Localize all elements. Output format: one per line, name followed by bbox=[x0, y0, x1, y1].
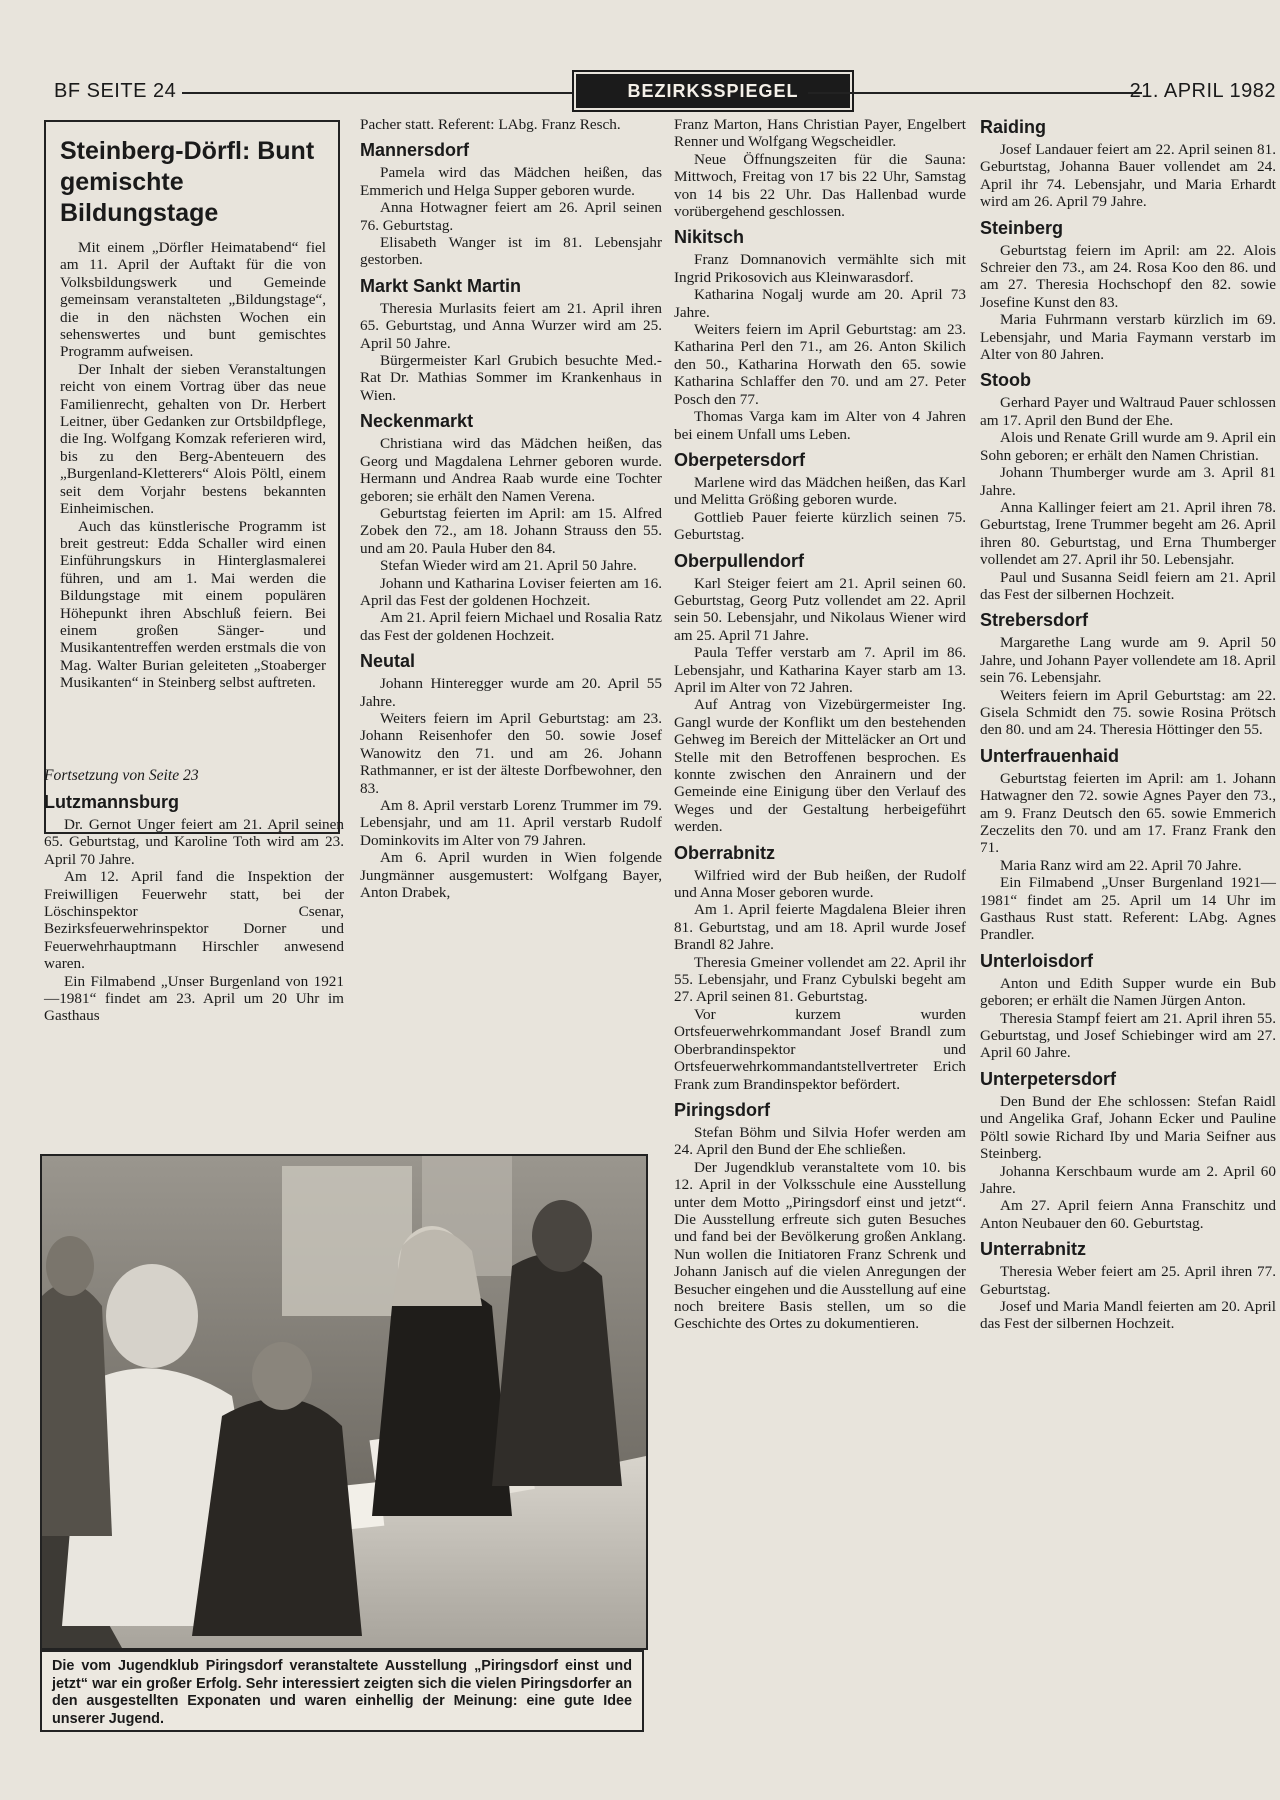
news-paragraph: Stefan Wieder wird am 21. April 50 Jahre. bbox=[380, 557, 637, 575]
news-paragraph: Johann und Katharina Loviser feierten am 16. April das Fest der goldenen Hochzeit. bbox=[360, 574, 662, 609]
column-2 bbox=[360, 116, 662, 901]
section-heading: Unterloisdorf bbox=[980, 950, 1094, 971]
column-4 bbox=[980, 116, 1276, 1333]
section-heading: Lutzmannsburg bbox=[44, 792, 179, 812]
news-paragraph: Maria Fuhrmann verstarb kürzlich im 69. Lebensjahr, und Maria Faymann verstarb im Alter von 80 Jahren. bbox=[980, 311, 1276, 364]
news-paragraph: Paula Teffer verstarb am 7. April im 86. Lebensjahr, und Katharina Kayer starb am 13. April im Alter von 72 Jahren. bbox=[674, 644, 966, 696]
news-paragraph: Anna Kallinger feiert am 21. April ihren 78. Geburtstag, Irene Trummer begeht am 26. April ihren 80. Geburtstag, und Erna Thumberger vollendet am 27. April ihr 50. Lebensjahr. bbox=[980, 498, 1276, 569]
news-paragraph: Alois und Renate Grill wurde am 9. April ein Sohn geboren; er erhält den Namen Christian. bbox=[980, 429, 1276, 464]
news-paragraph: Der Jugendklub veranstaltete vom 10. bis 12. April in der Volksschule eine Ausstellung unter dem Motto „Piringsdorf einst und jetzt“. Die Ausstellung erfreute sich guten Besuches und fand bei der Bevölkerung großen Anklang. Nun wollen die Initiatoren Franz Schrenk und Johann Janisch auf die vielen Anregungen der Besucher eingehen und die Ausstellung auf eine noch breitere Basis stellen, um so die Geschichte des Ortes zu dokumentieren. bbox=[674, 1158, 966, 1333]
news-paragraph: Christiana wird das Mädchen heißen, das Georg und Magdalena Lehrner geboren wurde. Hermann und Andrea Raab wurde eine Tochter geboren; sie erhält den Namen Verena. bbox=[360, 435, 662, 505]
news-paragraph: Katharina Nogalj wurde am 20. April 73 Jahre. bbox=[674, 286, 966, 321]
photo-caption: Die vom Jugendklub Piringsdorf veranstaltete Ausstellung „Piringsdorf einst und jetzt“ war ein großer Erfolg. Sehr interessiert zeigten sich die vielen Piringsdorfer an den ausgestellten Exponaten und waren einhellig der Meinung: eine gute Idee unserer Jugend. bbox=[40, 1650, 644, 1732]
column-3 bbox=[674, 116, 966, 1333]
section-heading: Stoob bbox=[980, 370, 1031, 391]
news-paragraph: Anna Hotwagner feiert am 26. April seinen 76. Geburtstag. bbox=[360, 199, 662, 234]
news-paragraph: Josef und Maria Mandl feierten am 20. April das Fest der silbernen Hochzeit. bbox=[980, 1297, 1276, 1333]
section-heading: Unterfrauenhaid bbox=[980, 745, 1120, 766]
continued-paragraph: Pacher statt. Referent: LAbg. Franz Resch. bbox=[360, 116, 621, 133]
news-paragraph: Margarethe Lang wurde am 9. April 50 Jahre, und Johann Payer vollendete am 18. April sein 76. Lebensjahr. bbox=[980, 634, 1276, 687]
news-paragraph: Den Bund der Ehe schlossen: Stefan Raidl und Angelika Graf, Johann Ecker und Pauline Pöltl sowie Richard Iby und Maria Seifner aus Steinberg. bbox=[980, 1092, 1276, 1163]
section-heading: Nikitsch bbox=[674, 227, 745, 248]
news-paragraph: Am 21. April feiern Michael und Rosalia Ratz das Fest der goldenen Hochzeit. bbox=[360, 609, 662, 644]
news-paragraph: Theresia Stampf feiert am 21. April ihren 55. Geburtstag, und Josef Schiebinger wird am 27. April 60 Jahre. bbox=[980, 1009, 1276, 1062]
news-paragraph: Geburtstag feierten im April: am 1. Johann Hatwagner den 72. sowie Agnes Payer den 73., am 9. Franz Deutsch den 65. sowie Emmerich Zeczelits den 70. und am 17. Franz Frank den 71. bbox=[980, 769, 1276, 857]
section-heading: Unterrabnitz bbox=[980, 1239, 1087, 1260]
header-rule-left bbox=[182, 92, 572, 94]
news-paragraph: Am 1. April feierte Magdalena Bleier ihren 81. Geburtstag, und am 18. April wurde Josef Brandl 82 Jahre. bbox=[674, 901, 966, 954]
news-paragraph: Gottlieb Pauer feierte kürzlich seinen 75. Geburtstag. bbox=[674, 508, 966, 544]
news-paragraph: Auf Antrag von Vizebürgermeister Ing. Gangl wurde der Konflikt um den bestehenden Gehweg im Bereich der Mitteläcker an Ort und Stelle mit den Betroffenen besprochen. Es konnte zwischen den Anrainern und der Gemeinde eine Einigung über den Verlauf des Weges und der Gestaltung herbeigeführt werden. bbox=[674, 696, 966, 836]
section-heading: Steinberg bbox=[980, 217, 1064, 238]
section-heading: Piringsdorf bbox=[674, 1099, 771, 1120]
section-heading: Unterpetersdorf bbox=[980, 1068, 1117, 1089]
news-paragraph: Theresia Murlasits feiert am 21. April ihren 65. Geburtstag, und Anna Wurzer wird am 25. April 50 Jahre. bbox=[360, 299, 662, 352]
news-paragraph: Elisabeth Wanger ist im 81. Lebensjahr gestorben. bbox=[360, 234, 662, 269]
boxed-article-paragraph: Mit einem „Dörfler Heimatabend“ fiel am 11. April der Auftakt für die von Volksbildungswerk und Gemeinde gemeinsam veranstalteten „Bildungstage“, die in den nächsten Wochen ein sehenswertes und bunt gemischtes Programm aufweisen. bbox=[60, 239, 326, 361]
page-header bbox=[38, 74, 1280, 108]
news-paragraph: Weiters feiern im April Geburtstag: am 22. Gisela Schmidt den 75. sowie Rosina Prötsch den 80. und am 24. Theresia Höttinger den 55. bbox=[980, 686, 1276, 739]
news-paragraph: Am 8. April verstarb Lorenz Trummer im 79. Lebensjahr, und am 11. April verstarb Rudolf Dominkovits im Alter von 79 Jahren. bbox=[360, 797, 662, 849]
news-paragraph: Am 6. April wurden in Wien folgende Jungmänner ausgemustert: Wolfgang Bayer, Anton Drabek, bbox=[360, 849, 662, 902]
boxed-article-title: Steinberg-Dörfl: Bunt gemischte Bildungstage bbox=[60, 137, 315, 227]
news-paragraph: Gerhard Payer und Waltraud Pauer schlossen am 17. April den Bund der Ehe. bbox=[980, 394, 1276, 429]
news-paragraph: Dr. Gernot Unger feiert am 21. April seinen 65. Geburtstag, und Karoline Toth wird am 23. April 70 Jahre. bbox=[44, 816, 344, 868]
section-heading: Markt Sankt Martin bbox=[360, 275, 522, 296]
section-heading: Neutal bbox=[360, 651, 416, 672]
news-paragraph: Paul und Susanna Seidl feiern am 21. April das Fest der silbernen Hochzeit. bbox=[980, 568, 1276, 603]
news-paragraph: Marlene wird das Mädchen heißen, das Karl und Melitta Größing geboren wurde. bbox=[674, 473, 966, 509]
news-paragraph: Pamela wird das Mädchen heißen, das Emmerich und Helga Supper geboren wurde. bbox=[360, 164, 662, 199]
news-paragraph: Theresia Weber feiert am 25. April ihren 77. Geburtstag. bbox=[980, 1263, 1276, 1298]
section-heading: Mannersdorf bbox=[360, 140, 470, 161]
news-paragraph: Johann Thumberger wurde am 3. April 81 Jahre. bbox=[980, 464, 1276, 499]
news-paragraph: Ein Filmabend „Unser Burgenland von 1921—1981“ findet am 23. April um 20 Uhr im Gasthaus bbox=[44, 972, 344, 1025]
section-title: BEZIRKSSPIEGEL bbox=[627, 81, 799, 101]
column-1 bbox=[44, 760, 344, 1025]
section-heading: Oberpetersdorf bbox=[674, 449, 806, 470]
continued-paragraph: Franz Marton, Hans Christian Payer, Engelbert Renner und Wolfgang Wegscheidler. bbox=[674, 116, 966, 151]
news-paragraph: Anton und Edith Supper wurde ein Bub geboren; er erhält die Namen Jürgen Anton. bbox=[980, 974, 1276, 1010]
news-paragraph: Karl Steiger feiert am 21. April seinen 60. Geburtstag, Georg Putz vollendet am 22. April sein 50. Lebensjahr, und Nikolaus Wiener wird am 25. April 71 Jahre. bbox=[674, 574, 966, 644]
section-heading: Strebersdorf bbox=[980, 610, 1089, 631]
news-paragraph: Thomas Varga kam im Alter von 4 Jahren bei einem Unfall ums Leben. bbox=[674, 408, 966, 443]
news-paragraph: Johann Hinteregger wurde am 20. April 55 Jahre. bbox=[360, 675, 662, 710]
news-paragraph: Bürgermeister Karl Grubich besuchte Med.-Rat Dr. Mathias Sommer im Krankenhaus in Wien. bbox=[360, 352, 662, 404]
section-heading: Oberpullendorf bbox=[674, 550, 804, 571]
section-heading: Neckenmarkt bbox=[360, 411, 474, 432]
photo-scene bbox=[42, 1156, 646, 1648]
news-paragraph: Ein Filmabend „Unser Burgenland 1921—1981“ findet am 25. April um 14 Uhr im Gasthaus Rust statt. Referent: LAbg. Agnes Prandler. bbox=[980, 874, 1276, 944]
news-paragraph: Wilfried wird der Bub heißen, der Rudolf und Anna Moser geboren wurde. bbox=[674, 866, 966, 902]
continuation-note: Fortsetzung von Seite 23 bbox=[44, 767, 199, 784]
boxed-article-paragraph: Auch das künstlerische Programm ist breit gestreut: Edda Schaller wird einen Einführungskurs in Hinterglasmalerei führen, und am 1. Mai werden die Bildungstage mit einem populären Höhepunkt ihren Abschluß feiern. Bei einem großen Sänger- und Musikantentreffen werden erstmals die von Mag. Walter Burian geleiteten „Stoaberger Musikanten“ in Steinberg selbst auftreten. bbox=[60, 517, 326, 692]
news-paragraph: Neue Öffnungszeiten für die Sauna: Mittwoch, Freitag von 17 bis 22 Uhr, Samstag von 14 bis 22 Uhr. Das Hallenbad wurde vorübergehend geschlossen. bbox=[674, 150, 966, 221]
section-heading: Raiding bbox=[980, 117, 1046, 137]
section-title-box bbox=[576, 74, 850, 108]
news-paragraph: Am 27. April feiern Anna Franschitz und Anton Neubauer den 60. Geburtstag. bbox=[980, 1197, 1276, 1232]
news-paragraph: Weiters feiern im April Geburtstag: am 23. Johann Reisenhofer den 50. sowie Josef Wanowitz den 71. und am 26. Johann Rathmanner, er ist der älteste Dorfbewohner, den 83. bbox=[360, 709, 662, 797]
issue-date: 21. APRIL 1982 bbox=[1129, 80, 1276, 102]
page-number: BF SEITE 24 bbox=[54, 80, 177, 102]
news-paragraph: Geburtstag feiern im April: am 22. Alois Schreier den 73., am 24. Rosa Koo den 86. und am 27. Theresia Hochschopf den 82. sowie Josefine Kunst den 83. bbox=[980, 241, 1276, 311]
news-paragraph: Weiters feiern im April Geburtstag: am 23. Katharina Perl den 71., am 26. Anton Skilich den 50., Katharina Horwath den 65. sowie Katharina Schlaffer den 70. und am 27. Peter Posch den 77. bbox=[674, 321, 966, 408]
news-paragraph: Johanna Kerschbaum wurde am 2. April 60 Jahre. bbox=[980, 1162, 1276, 1197]
news-paragraph: Geburtstag feierten im April: am 15. Alfred Zobek den 72., am 18. Johann Strauss den 55. und am 20. Paula Huber den 84. bbox=[360, 504, 662, 557]
boxed-article-paragraph: Der Inhalt der sieben Veranstaltungen reicht von einem Vortrag über das neue Familienrecht, gehalten von Dr. Herbert Leitner, über Gedanken zur Ortsbildpflege, die Ing. Wolfgang Komzak referieren wird, bis zu den Berg-Abenteuern des „Burgenland-Kletterers“ Alois Pöltl, einem seit dem Vorjahr bestens bekannten Einheimischen. bbox=[60, 360, 326, 518]
news-paragraph: Theresia Gmeiner vollendet am 22. April ihr 55. Lebensjahr, und Franz Cybulski begeht am 27. April seinen 81. Geburtstag. bbox=[674, 953, 966, 1006]
news-paragraph: Am 12. April fand die Inspektion der Freiwilligen Feuerwehr statt, bei der Löschinspektor Csenar, Bezirksfeuerwehrinspektor Dorner und Feuerwehrhauptmann Hirschler anwesend waren. bbox=[44, 868, 344, 973]
section-heading: Oberrabnitz bbox=[674, 842, 776, 863]
news-paragraph: Josef Landauer feiert am 22. April seinen 81. Geburtstag, Johanna Bauer vollendet am 24. April ihr 74. Lebensjahr, und Maria Erhardt wird am 26. April 79 Jahre. bbox=[980, 141, 1276, 211]
news-paragraph: Franz Domnanovich vermählte sich mit Ingrid Prikosovich aus Kleinwarasdorf. bbox=[674, 251, 966, 286]
boxed-article bbox=[44, 120, 340, 834]
news-paragraph: Vor kurzem wurden Ortsfeuerwehrkommandant Josef Brandl zum Oberbrandinspektor und Ortsfeuerwehrkommandantstellvertreter Erich Frank zum Brandinspektor befördert. bbox=[674, 1005, 966, 1093]
exhibition-photo bbox=[40, 1154, 648, 1650]
news-paragraph: Maria Ranz wird am 22. April 70 Jahre. bbox=[1000, 856, 1242, 874]
header-rule-right bbox=[808, 92, 1142, 94]
news-paragraph: Stefan Böhm und Silvia Hofer werden am 24. April den Bund der Ehe schließen. bbox=[674, 1123, 966, 1159]
